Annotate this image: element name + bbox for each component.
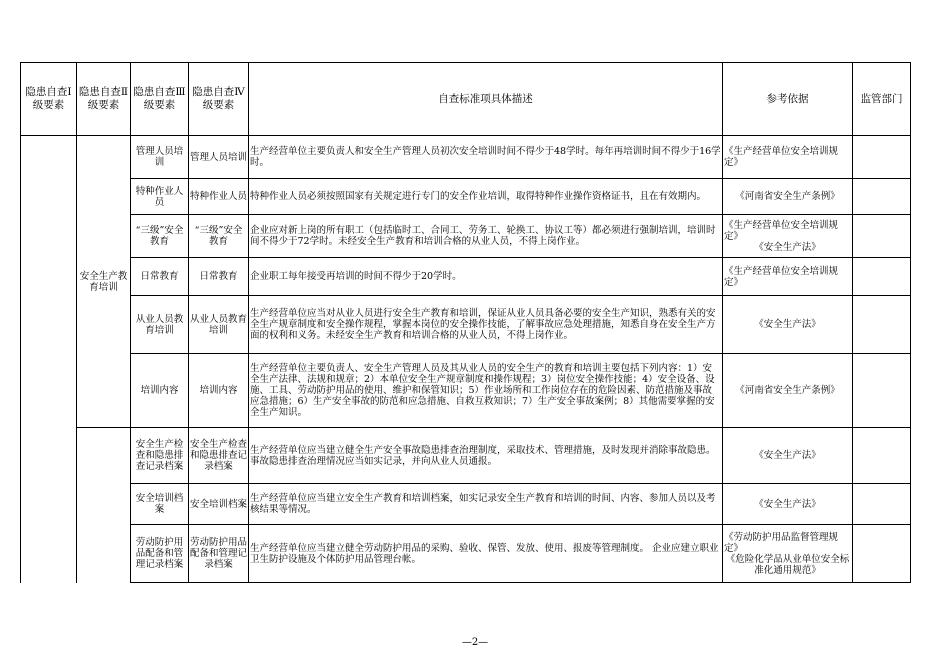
department-cell [853, 179, 911, 215]
level3-cell: 日常教育 [131, 258, 189, 296]
page-number: —2— [461, 637, 489, 648]
department-cell [853, 525, 911, 583]
level4-cell: 管理人员培训 [189, 136, 249, 179]
level3-cell: 培训内容 [131, 354, 189, 428]
header-level2: 隐患自查Ⅱ级要素 [77, 63, 131, 136]
level3-cell: “三级”安全教育 [131, 215, 189, 258]
level4-cell: “三级”安全教育 [189, 215, 249, 258]
level4-cell: 特种作业人员 [189, 179, 249, 215]
level4-cell: 日常教育 [189, 258, 249, 296]
reference-line: 《劳动防护用品监督管理规定》 [724, 531, 839, 554]
level3-cell: 劳动防护用品配备和管理记录档案 [131, 525, 189, 583]
department-cell [853, 258, 911, 296]
reference-cell: 《安全生产法》 [723, 484, 853, 525]
table-row [21, 428, 911, 484]
description-cell: 特种作业人员必须按照国家有关规定进行专门的安全作业培训，取得特种作业操作资格证书，且在有效期内。 [249, 179, 723, 215]
group2-level2 [77, 428, 131, 583]
description-cell: 生产经营单位主要负责人、安全生产管理人员及其从业人员的安全生产的教育和培训主要包括下列内容：1）安全生产法律、法规和规章；2）本单位安全生产规章制度和操作规程；3）岗位安全操作技能；4）安全设备、设施、工具、劳动防护用品的使用、维护和保管知识；5）作业场所和工作岗位存在的危险因素、防范措施及事故应急措施；6）生产安全事故的防范和应急措施、自救互救知识；7）生产安全事故案例；8）其他需要掌握的安全生产知识。 [249, 354, 723, 428]
reference-cell: 《生产经营单位安全培训规定》 [723, 258, 853, 296]
department-cell [853, 215, 911, 258]
table-row [21, 258, 911, 296]
description-cell: 企业应对新上岗的所有职工（包括临时工、合同工、劳务工、轮换工、协议工等）都必须进行强制培训，培训时间不得少于72学时。未经安全生产教育和培训合格的从业人员，不得上岗作业。 [249, 215, 723, 258]
description-cell: 生产经营单位应当建立健全劳动防护用品的采购、验收、保管、发放、使用、报废等管理制度。 企业应建立职业卫生防护设施及个体防护用品管理台帐。 [249, 525, 723, 583]
table-row [21, 484, 911, 525]
description-cell: 生产经营单位应当建立安全生产教育和培训档案，如实记录安全生产教育和培训的时间、内容、参加人员以及考核结果等情况。 [249, 484, 723, 525]
description-cell: 生产经营单位应当对从业人员进行安全生产教育和培训，保证从业人员具备必要的安全生产知识，熟悉有关的安全生产规章制度和安全操作规程，掌握本岗位的安全操作技能，了解事故应急处理措施，知悉自身在安全生产方面的权利和义务。未经安全生产教育和培训合格的从业人员，不得上岗作业。 [249, 296, 723, 354]
table-row [21, 525, 911, 583]
department-cell [853, 428, 911, 484]
department-cell [853, 484, 911, 525]
table-row [21, 354, 911, 428]
header-description: 自查标准项具体描述 [249, 63, 723, 136]
table-row [21, 136, 911, 179]
level3-cell: 特种作业人员 [131, 179, 189, 215]
department-cell [853, 296, 911, 354]
reference-line: 《危险化学品从业单位安全标准化通用规范》 [725, 553, 850, 576]
header-level1: 隐患自查Ⅰ级要素 [21, 63, 77, 136]
reference-cell: 《生产经营单位安全培训规定》 [723, 136, 853, 179]
level3-cell: 管理人员培训 [131, 136, 189, 179]
header-level3: 隐患自查Ⅲ级要素 [131, 63, 189, 136]
level4-cell: 安全培训档案 [189, 484, 249, 525]
reference-cell [723, 215, 853, 258]
level4-cell: 安全生产检查和隐患排查记录档案 [189, 428, 249, 484]
level4-cell: 培训内容 [189, 354, 249, 428]
header-row [21, 63, 911, 136]
department-cell [853, 136, 911, 179]
table-row [21, 296, 911, 354]
level3-cell: 安全生产检查和隐患排查记录档案 [131, 428, 189, 484]
reference-cell: 《河南省安全生产条例》 [723, 179, 853, 215]
group1-level2: 安全生产教育培训 [77, 136, 131, 428]
header-department: 监管部门 [853, 63, 911, 136]
reference-cell: 《安全生产法》 [723, 428, 853, 484]
reference-line: 《生产经营单位安全培训规定》 [724, 219, 839, 242]
level1-cell [21, 136, 77, 583]
header-level4: 隐患自查Ⅳ级要素 [189, 63, 249, 136]
level3-cell: 从业人员教育培训 [131, 296, 189, 354]
level4-cell: 从业人员教育培训 [189, 296, 249, 354]
reference-cell [723, 525, 853, 583]
description-cell: 生产经营单位应当建立健全生产安全事故隐患排查治理制度，采取技术、管理措施，及时发现并消除事故隐患。事故隐患排查治理情况应当如实记录，并向从业人员通报。 [249, 428, 723, 484]
description-cell: 企业职工每年接受再培训的时间不得少于20学时。 [249, 258, 723, 296]
description-cell: 生产经营单位主要负责人和安全生产管理人员初次安全培训时间不得少于48学时。每年再培训时间不得少于16学时。 [249, 136, 723, 179]
hazard-checklist-table [20, 62, 911, 583]
reference-cell: 《安全生产法》 [723, 296, 853, 354]
reference-line: 《安全生产法》 [754, 241, 821, 253]
table-row [21, 179, 911, 215]
level4-cell: 劳动防护用品配备和管理记录档案 [189, 525, 249, 583]
table-row [21, 215, 911, 258]
level3-cell: 安全培训档案 [131, 484, 189, 525]
header-reference: 参考依据 [723, 63, 853, 136]
reference-cell: 《河南省安全生产条例》 [723, 354, 853, 428]
department-cell [853, 354, 911, 428]
